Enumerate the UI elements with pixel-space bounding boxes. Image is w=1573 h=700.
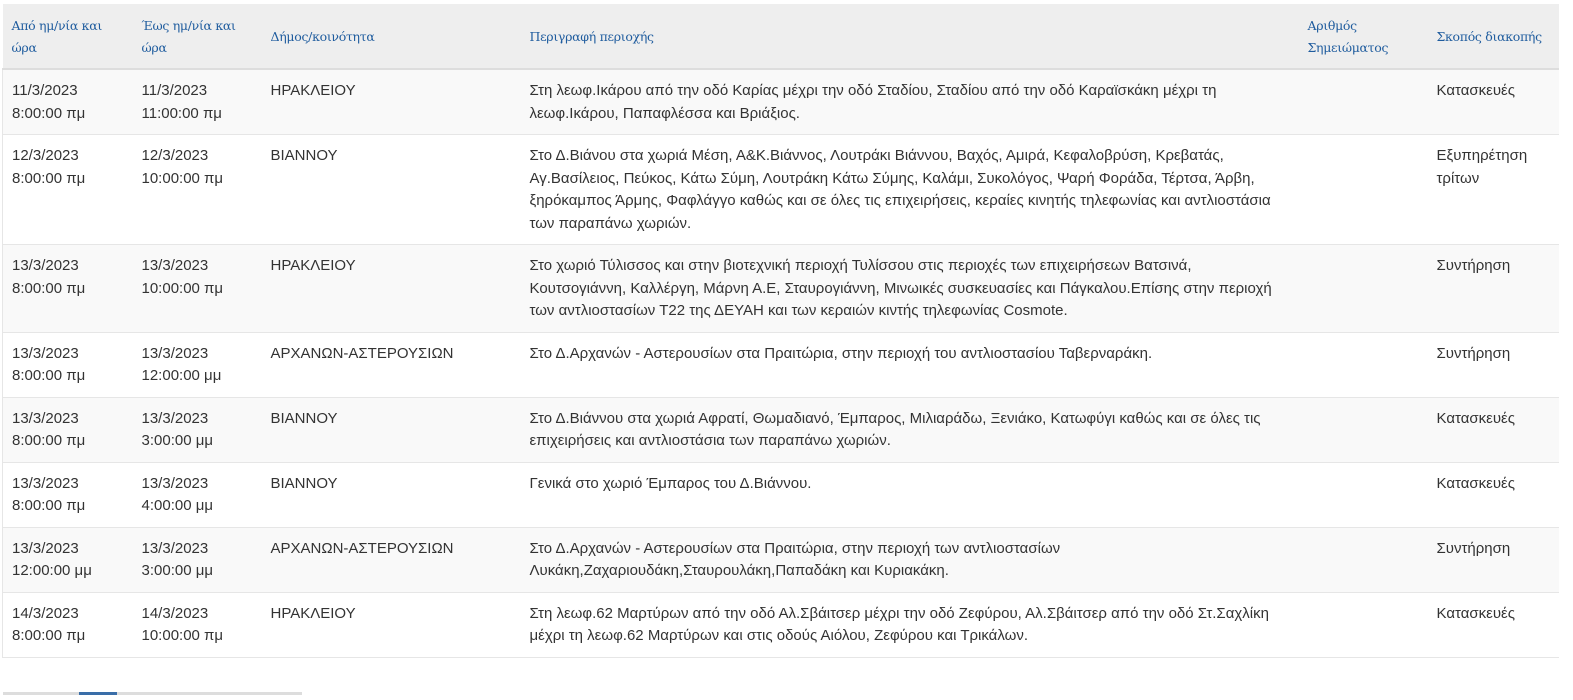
scrollbar-thumb[interactable] — [79, 692, 117, 695]
table-row — [3, 69, 1559, 135]
header-municipality[interactable]: Δήμος/κοινότητα — [262, 4, 521, 69]
purpose-cell: Κατασκευές — [1428, 592, 1559, 657]
from-cell — [3, 462, 133, 527]
municipality-cell: ΗΡΑΚΛΕΙΟΥ — [262, 69, 521, 135]
table-row — [3, 135, 1559, 245]
from-date: 13/3/2023 — [12, 474, 79, 492]
from-time: 8:00:00 πμ — [12, 279, 86, 297]
from-time: 12:00:00 μμ — [12, 562, 92, 579]
outage-table — [2, 4, 1559, 658]
from-date: 13/3/2023 — [12, 344, 79, 362]
from-cell — [3, 332, 133, 397]
purpose-cell: Συντήρηση — [1428, 245, 1559, 333]
note-number-cell — [1299, 245, 1428, 333]
from-time: 8:00:00 πμ — [12, 627, 86, 644]
table-row — [3, 245, 1559, 333]
to-date: 13/3/2023 — [141, 539, 209, 557]
description-cell: Στη λεωφ.62 Μαρτύρων από την οδό Αλ.Σβάιτσερ μέχρι την οδό Ζεφύρου, Αλ.Σβάιτσερ από την οδό Στ.Σαχλίκη μέχρι τη λεωφ.62 Μαρτύρων και στις οδούς Αιόλου, Ζεφύρου και Τρικάλων. — [521, 592, 1299, 657]
municipality-cell: ΗΡΑΚΛΕΙΟΥ — [262, 592, 521, 657]
from-cell — [3, 397, 133, 462]
to-date: 11/3/2023 — [141, 82, 208, 99]
to-cell — [133, 397, 262, 462]
description-cell: Στο χωριό Τύλισσος και στην βιοτεχνική περιοχή Τυλίσσου στις περιοχές των επιχειρήσεων Βατσινά, Κουτσογιάννη, Καλλέργη, Μάρνη Α.Ε, Σταυρογιάννη, Μινωικές συσκευασίες και Πάγκαλου.Επίσης στην περιοχή των αντλιοστασίων Τ22 της ΔΕΥΑΗ και των κεραιών κιντής τηλεφωνίας Cosmote. — [521, 245, 1299, 333]
from-date: 12/3/2023 — [12, 147, 79, 164]
purpose-cell: Κατασκευές — [1428, 462, 1559, 527]
note-number-cell — [1299, 135, 1428, 245]
to-cell — [133, 135, 262, 245]
to-date: 13/3/2023 — [141, 409, 209, 427]
table-row — [3, 397, 1559, 462]
description-cell: Στη λεωφ.Ικάρου από την οδό Καρίας μέχρι την οδό Σταδίου, Σταδίου από την οδό Καραϊσκάκη μέχρι τη λεωφ.Ικάρου, Παπαφλέσσα και Βριάξιος. — [521, 69, 1299, 135]
to-cell — [133, 592, 262, 657]
note-number-cell — [1299, 332, 1428, 397]
from-cell — [3, 69, 133, 135]
to-cell — [133, 69, 262, 135]
from-date: 13/3/2023 — [12, 257, 79, 274]
to-time: 4:00:00 μμ — [141, 497, 213, 514]
header-to[interactable]: Έως ημ/νία και ώρα — [133, 4, 262, 69]
note-number-cell — [1299, 397, 1428, 462]
from-time: 8:00:00 πμ — [12, 169, 86, 187]
purpose-cell: Εξυπηρέτηση τρίτων — [1428, 135, 1559, 245]
table-row — [3, 462, 1559, 527]
to-cell — [133, 462, 262, 527]
description-cell: Στο Δ.Βιάννου στα χωριά Αφρατί, Θωμαδιανό, Έμπαρος, Μιλιαράδω, Ξενιάκο, Κατωφύγι καθώς και σε όλες τις επιχειρήσεις και αντλιοστάσια των παραπάνω χωριών. — [521, 397, 1299, 462]
from-time: 8:00:00 πμ — [12, 432, 86, 449]
from-date: 13/3/2023 — [12, 539, 79, 557]
to-cell — [133, 332, 262, 397]
to-time: 3:00:00 μμ — [141, 562, 213, 579]
to-cell — [133, 245, 262, 333]
header-purpose[interactable]: Σκοπός διακοπής — [1428, 4, 1559, 69]
to-time: 12:00:00 μμ — [141, 367, 222, 384]
municipality-cell: ΒΙΑΝΝΟΥ — [262, 397, 521, 462]
to-cell — [133, 527, 262, 592]
purpose-cell: Συντήρηση — [1428, 527, 1559, 592]
description-cell: Στο Δ.Αρχανών - Αστερουσίων στα Πραιτώρια, στην περιοχή του αντλιοστασίου Ταβερναράκη. — [521, 332, 1299, 397]
table-row — [3, 592, 1559, 657]
to-date: 13/3/2023 — [141, 257, 209, 274]
header-description[interactable]: Περιγραφή περιοχής — [521, 4, 1299, 69]
description-cell: Στο Δ.Βιάνου στα χωριά Μέση, Α&Κ.Βιάννος, Λουτράκι Βιάννου, Βαχός, Αμιρά, Κεφαλοβρύση, Κρεβατάς, Αγ.Βασίλειος, Πεύκος, Κάτω Σύμη, Λουτράκη Κάτω Σύμης, Καλάμι, Συκολόγος, Ψαρή Φοράδα, Τέρτσα, Άρβη, ξηρόκαμπος Άρμης, Φαφλάγγο καθώς και σε όλες τις επιχειρήσεις, κεραίες κινητής τηλεφωνίας και αντλιοστάσια των παραπάνω χωριών. — [521, 135, 1299, 245]
table-row — [3, 527, 1559, 592]
to-time: 10:00:00 πμ — [141, 627, 224, 644]
from-date: 11/3/2023 — [12, 82, 78, 99]
note-number-cell — [1299, 462, 1428, 527]
municipality-cell: ΒΙΑΝΝΟΥ — [262, 135, 521, 245]
note-number-cell — [1299, 527, 1428, 592]
purpose-cell: Κατασκευές — [1428, 69, 1559, 135]
municipality-cell: ΑΡΧΑΝΩΝ-ΑΣΤΕΡΟΥΣΙΩΝ — [262, 332, 521, 397]
to-date: 14/3/2023 — [141, 604, 209, 622]
from-cell — [3, 592, 133, 657]
to-date: 12/3/2023 — [141, 147, 209, 164]
to-time: 10:00:00 πμ — [141, 279, 224, 297]
to-time: 10:00:00 πμ — [141, 169, 224, 187]
purpose-cell: Κατασκευές — [1428, 397, 1559, 462]
from-cell — [3, 245, 133, 333]
municipality-cell: ΒΙΑΝΝΟΥ — [262, 462, 521, 527]
table-row — [3, 332, 1559, 397]
description-cell: Στο Δ.Αρχανών - Αστερουσίων στα Πραιτώρια, στην περιοχή των αντλιοστασίων Λυκάκη,Ζαχαριουδάκη,Σταυρουλάκη,Παπαδάκη και Κυριακάκη. — [521, 527, 1299, 592]
note-number-cell — [1299, 69, 1428, 135]
to-date: 13/3/2023 — [141, 474, 209, 492]
from-time: 8:00:00 πμ — [12, 367, 86, 384]
description-cell: Γενικά στο χωριό Έμπαρος του Δ.Βιάννου. — [521, 462, 1299, 527]
from-date: 13/3/2023 — [12, 409, 79, 427]
from-date: 14/3/2023 — [12, 604, 79, 622]
municipality-cell: ΗΡΑΚΛΕΙΟΥ — [262, 245, 521, 333]
to-date: 13/3/2023 — [141, 344, 209, 362]
from-time: 8:00:00 πμ — [12, 497, 86, 514]
from-cell — [3, 527, 133, 592]
to-time: 3:00:00 μμ — [141, 432, 213, 449]
table-header-row — [3, 4, 1559, 69]
header-note-number[interactable]: Αριθμός Σημειώματος — [1299, 4, 1428, 69]
to-time: 11:00:00 πμ — [141, 104, 222, 122]
from-cell — [3, 135, 133, 245]
header-from[interactable]: Από ημ/νία και ώρα — [3, 4, 133, 69]
note-number-cell — [1299, 592, 1428, 657]
purpose-cell: Συντήρηση — [1428, 332, 1559, 397]
municipality-cell: ΑΡΧΑΝΩΝ-ΑΣΤΕΡΟΥΣΙΩΝ — [262, 527, 521, 592]
horizontal-scrollbar[interactable] — [3, 692, 302, 695]
from-time: 8:00:00 πμ — [12, 104, 86, 122]
